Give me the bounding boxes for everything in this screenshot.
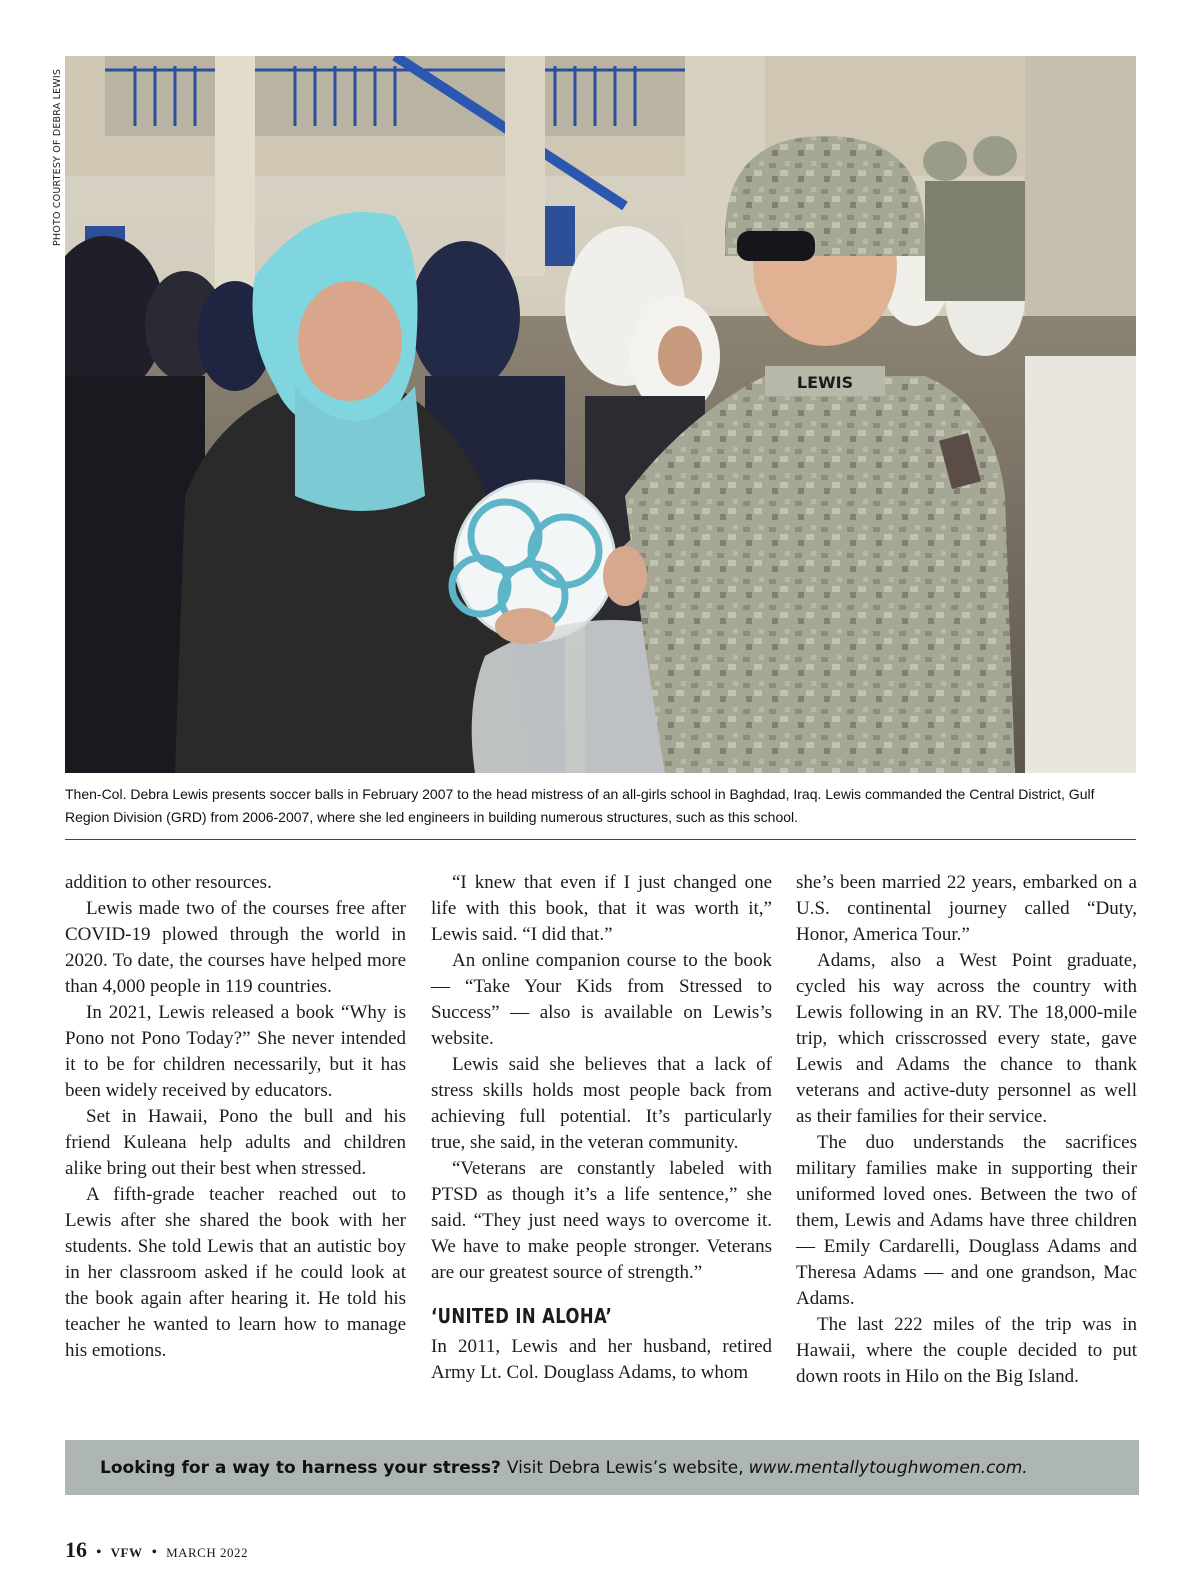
section-subhead: ‘UNITED IN ALOHA’ bbox=[431, 1304, 613, 1328]
paragraph: A fifth-grade teacher reached out to Lewis after she shared the book with her students. She told Lewis that an autistic boy in her classroom asked if he could look at the book again after hearing it. He told his teacher he wanted to learn how to manage his emotions. bbox=[65, 1184, 406, 1361]
promo-website-link[interactable]: www.mentallytoughwomen.com. bbox=[748, 1457, 1028, 1478]
magazine-name: VFW bbox=[110, 1545, 143, 1560]
article-column-2 bbox=[431, 870, 772, 1386]
paragraph: In 2011, Lewis and her husband, retired Army Lt. Col. Douglass Adams, to whom bbox=[431, 1336, 772, 1383]
paragraph: Adams, also a West Point graduate, cycled his way across the country with Lewis following in an RV. The 18,000-mile trip, which crisscrossed every state, gave Lewis and Adams the chance to thank veterans and active-duty personnel as well as their families for their service. bbox=[796, 950, 1137, 1127]
article-column-1 bbox=[65, 870, 406, 1364]
website-promo-bar bbox=[65, 1440, 1139, 1495]
photo-credit bbox=[52, 56, 66, 246]
photo-illustration bbox=[65, 56, 1136, 773]
bullet-separator: • bbox=[151, 1544, 158, 1561]
paragraph: she’s been married 22 years, embarked on a U.S. continental journey called “Duty, Honor, America Tour.” bbox=[796, 872, 1137, 945]
article-photo bbox=[65, 56, 1136, 773]
paragraph: An online companion course to the book — “Take Your Kids from Stressed to Success” — also is available on Lewis’s website. bbox=[431, 950, 772, 1049]
bullet-separator: • bbox=[96, 1544, 102, 1561]
paragraph: addition to other resources. bbox=[65, 872, 272, 893]
paragraph: Set in Hawaii, Pono the bull and his friend Kuleana help adults and children alike bring out their best when stressed. bbox=[65, 1106, 406, 1179]
paragraph: In 2021, Lewis released a book “Why is Pono not Pono Today?” She never intended it to be for children necessarily, but it has been widely received by educators. bbox=[65, 1002, 406, 1101]
paragraph: “I knew that even if I just changed one life with this book, that it was worth it,” Lewis said. “I did that.” bbox=[431, 872, 772, 945]
paragraph: Lewis said she believes that a lack of stress skills holds most people back from achieving full potential. It’s particularly true, she said, in the veteran community. bbox=[431, 1054, 772, 1153]
paragraph: The last 222 miles of the trip was in Hawaii, where the couple decided to put down roots in Hilo on the Big Island. bbox=[796, 1314, 1137, 1387]
paragraph: Lewis made two of the courses free after COVID-19 plowed through the world in 2020. To date, the courses have helped more than 4,000 people in 119 countries. bbox=[65, 898, 406, 997]
article-column-3 bbox=[796, 870, 1137, 1390]
paragraph: The duo understands the sacrifices military families make in supporting their uniformed loved ones. Between the two of them, Lewis and Adams have three children — Emily Cardarelli, Douglass Adams and Theresa Adams — and one grandson, Mac Adams. bbox=[796, 1132, 1137, 1309]
page-number: 16 bbox=[65, 1537, 87, 1562]
page-footer bbox=[65, 1537, 248, 1567]
paragraph: “Veterans are constantly labeled with PTSD as though it’s a life sentence,” she said. “They just need ways to overcome it. We have to make people stronger. Veterans are our greatest source of strength.” bbox=[431, 1158, 772, 1283]
photo-caption: Then-Col. Debra Lewis presents soccer balls in February 2007 to the head mistress of an all-girls school in Baghdad, Iraq. Lewis commanded the Central District, Gulf Region Division (GRD) from 2006-2007, where she led engineers in building numerous structures, such as this school. bbox=[65, 786, 1095, 825]
caption-divider bbox=[65, 839, 1136, 840]
issue-date: MARCH 2022 bbox=[166, 1545, 248, 1560]
promo-question: Looking for a way to harness your stress? bbox=[100, 1457, 501, 1478]
soldier-nametape: LEWIS bbox=[796, 373, 854, 392]
photo-credit-text: PHOTO COURTESY OF DEBRA LEWIS bbox=[52, 68, 63, 246]
promo-text: Visit Debra Lewis’s website, bbox=[506, 1457, 744, 1478]
